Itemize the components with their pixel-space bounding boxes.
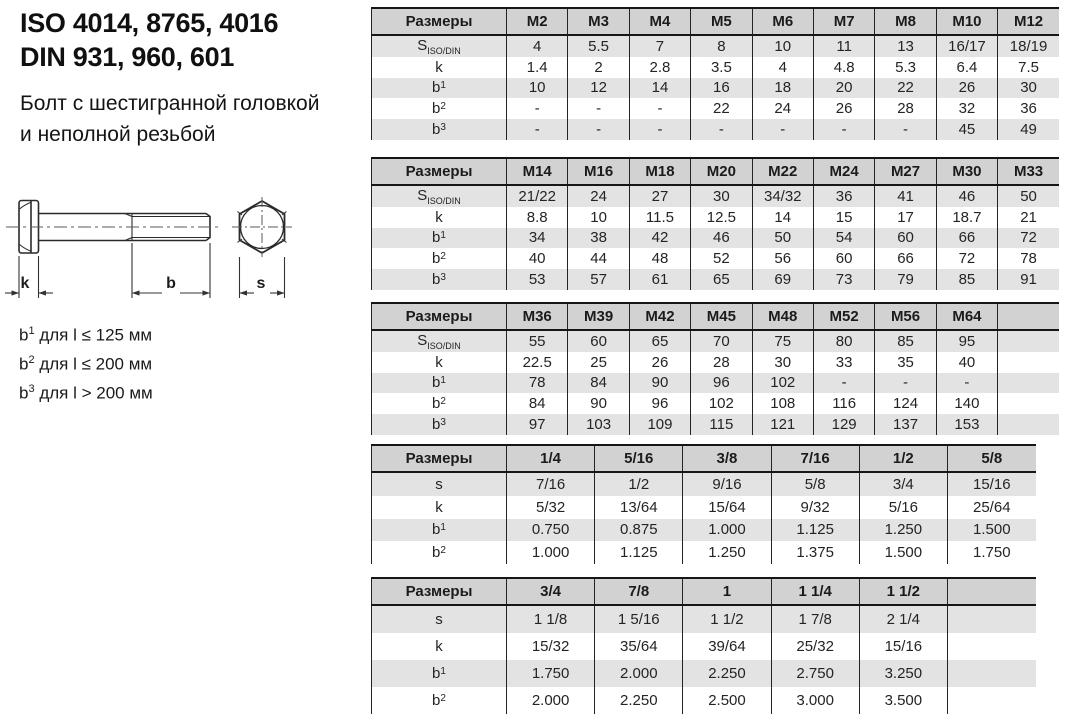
data-cell: 21 (998, 207, 1059, 228)
row-label: $b^1$ (372, 78, 507, 99)
data-cell: 124 (875, 393, 936, 414)
table-row (372, 269, 1060, 290)
size-column-header: M39 (568, 303, 629, 330)
row-label: $S_{ISO/DIN}$ (372, 185, 507, 207)
data-cell (947, 687, 1035, 714)
data-cell (947, 660, 1035, 687)
size-table-metric-m2-m12 (371, 7, 1059, 140)
data-cell: 79 (875, 269, 936, 290)
data-cell: - (629, 98, 690, 119)
data-cell: 14 (752, 207, 813, 228)
data-cell: 20 (813, 78, 874, 99)
data-cell: 7 (629, 35, 690, 57)
size-column-header: M18 (629, 158, 690, 185)
data-cell: - (691, 119, 752, 140)
data-cell: 46 (936, 185, 997, 207)
data-cell: 91 (998, 269, 1059, 290)
data-cell: 2.000 (595, 660, 683, 687)
data-cell: 4.8 (813, 57, 874, 78)
table-row (372, 541, 1036, 564)
data-cell: 85 (875, 330, 936, 352)
size-column-header: M56 (875, 303, 936, 330)
size-column-header: M5 (691, 8, 752, 35)
data-cell: 140 (936, 393, 997, 414)
row-label: $b^3$ (372, 269, 507, 290)
data-cell: 137 (875, 414, 936, 435)
table-row (372, 414, 1060, 435)
size-column-header: M6 (752, 8, 813, 35)
data-cell: 5/32 (507, 496, 595, 519)
data-cell: 1 1/8 (507, 605, 595, 633)
data-cell: 9/32 (771, 496, 859, 519)
data-cell: 54 (813, 228, 874, 249)
size-column-header: 7/16 (771, 445, 859, 472)
data-cell: 13 (875, 35, 936, 57)
data-cell: 50 (998, 185, 1059, 207)
data-cell: 153 (936, 414, 997, 435)
data-cell: 33 (813, 352, 874, 373)
size-column-header: 1 (683, 578, 771, 605)
size-column-header: M8 (875, 8, 936, 35)
data-cell: 4 (507, 35, 568, 57)
data-cell: 75 (752, 330, 813, 352)
data-cell: 66 (875, 248, 936, 269)
bolt-end-view (238, 201, 287, 253)
data-cell: 1.000 (683, 519, 771, 542)
data-cell: 129 (813, 414, 874, 435)
data-cell: 96 (691, 373, 752, 394)
size-column-header: M12 (998, 8, 1059, 35)
data-cell: 96 (629, 393, 690, 414)
data-cell: 8.8 (507, 207, 568, 228)
data-cell: 14 (629, 78, 690, 99)
row-label: $b^3$ (372, 119, 507, 140)
row-label: s (372, 605, 507, 633)
data-cell: - (875, 119, 936, 140)
data-cell: 2.000 (507, 687, 595, 714)
page-title-din: DIN 931, 960, 601 (20, 42, 235, 72)
data-cell: 9/16 (683, 472, 771, 496)
data-cell: 60 (875, 228, 936, 249)
size-table-metric-m14-m33 (371, 157, 1059, 290)
data-cell: 1.4 (507, 57, 568, 78)
row-label: $S_{ISO/DIN}$ (372, 35, 507, 57)
data-cell: 16/17 (936, 35, 997, 57)
data-cell: 25/32 (771, 633, 859, 660)
size-column-header: M30 (936, 158, 997, 185)
data-cell: 27 (629, 185, 690, 207)
data-cell: 15/16 (859, 633, 947, 660)
data-cell: 18.7 (936, 207, 997, 228)
size-column-header: 7/8 (595, 578, 683, 605)
dim-b-label: b (166, 275, 176, 292)
data-cell: 78 (507, 373, 568, 394)
data-cell: 2.250 (683, 660, 771, 687)
row-label: $b^2$ (372, 248, 507, 269)
data-cell (947, 633, 1035, 660)
table-row (372, 660, 1036, 687)
data-cell: 55 (507, 330, 568, 352)
table-header-label: Размеры (372, 303, 507, 330)
size-column-header: M64 (936, 303, 997, 330)
row-label: $b^2$ (372, 98, 507, 119)
data-cell: - (507, 98, 568, 119)
size-table-inch-quarter-to-58 (371, 444, 1036, 564)
data-cell: 7/16 (507, 472, 595, 496)
subtitle-line-1: Болт с шестигранной головкой (20, 92, 320, 115)
data-cell: 28 (691, 352, 752, 373)
data-cell: 5.3 (875, 57, 936, 78)
table-row (372, 248, 1060, 269)
size-column-header: 3/4 (507, 578, 595, 605)
table-row (372, 605, 1036, 633)
table-row (372, 330, 1060, 352)
size-column-header (998, 303, 1059, 330)
data-cell: 1 7/8 (771, 605, 859, 633)
data-cell: 18 (752, 78, 813, 99)
data-cell: 84 (568, 373, 629, 394)
data-cell: 70 (691, 330, 752, 352)
subtitle-block (20, 88, 319, 150)
row-label: k (372, 57, 507, 78)
data-cell: 11 (813, 35, 874, 57)
data-cell: 25/64 (947, 496, 1035, 519)
data-cell: 34/32 (752, 185, 813, 207)
data-cell: 18/19 (998, 35, 1059, 57)
size-column-header: M52 (813, 303, 874, 330)
row-label: k (372, 633, 507, 660)
data-cell: 1.500 (947, 519, 1035, 542)
data-cell: 6.4 (936, 57, 997, 78)
table-row (372, 228, 1060, 249)
data-cell: 1 5/16 (595, 605, 683, 633)
data-cell: 57 (568, 269, 629, 290)
data-cell: 49 (998, 119, 1059, 140)
thread-length-notes (19, 319, 153, 406)
table-row (372, 207, 1060, 228)
data-cell: 3.5 (691, 57, 752, 78)
row-label: $b^1$ (372, 660, 507, 687)
data-cell: 13/64 (595, 496, 683, 519)
row-label: $S_{ISO/DIN}$ (372, 330, 507, 352)
data-cell: 5/16 (859, 496, 947, 519)
data-cell: 41 (875, 185, 936, 207)
row-label: $b^2$ (372, 687, 507, 714)
size-table-inch-34-to-1half (371, 577, 1036, 714)
data-cell: 22.5 (507, 352, 568, 373)
data-cell: 1.000 (507, 541, 595, 564)
table-row (372, 519, 1036, 542)
data-cell: 15 (813, 207, 874, 228)
data-cell: 66 (936, 228, 997, 249)
data-cell: 85 (936, 269, 997, 290)
row-label: $b^1$ (372, 228, 507, 249)
data-cell: 24 (568, 185, 629, 207)
row-label: $b^1$ (372, 519, 507, 542)
data-cell: 30 (691, 185, 752, 207)
data-cell: 1.375 (771, 541, 859, 564)
subtitle-line-2: и неполной резьбой (20, 123, 216, 146)
size-column-header: M22 (752, 158, 813, 185)
row-label: k (372, 207, 507, 228)
data-cell: 44 (568, 248, 629, 269)
data-cell: 39/64 (683, 633, 771, 660)
size-column-header: M36 (507, 303, 568, 330)
table-row (372, 185, 1060, 207)
data-cell: 78 (998, 248, 1059, 269)
data-cell: 10 (752, 35, 813, 57)
size-column-header: M33 (998, 158, 1059, 185)
size-column-header: M4 (629, 8, 690, 35)
data-cell: 1.250 (683, 541, 771, 564)
data-cell: 116 (813, 393, 874, 414)
table-row (372, 78, 1060, 99)
data-cell: 15/32 (507, 633, 595, 660)
size-table-metric-m36-m64 (371, 302, 1059, 435)
table-row (372, 119, 1060, 140)
size-column-header: 1 1/2 (859, 578, 947, 605)
data-cell: - (629, 119, 690, 140)
data-cell: 34 (507, 228, 568, 249)
data-cell: 102 (752, 373, 813, 394)
data-cell: 115 (691, 414, 752, 435)
data-cell: 121 (752, 414, 813, 435)
size-column-header: M24 (813, 158, 874, 185)
data-cell: 72 (936, 248, 997, 269)
data-cell: 4 (752, 57, 813, 78)
data-cell: 61 (629, 269, 690, 290)
data-cell: - (568, 119, 629, 140)
data-cell: 52 (691, 248, 752, 269)
data-cell: 7.5 (998, 57, 1059, 78)
data-cell: 1.750 (507, 660, 595, 687)
data-cell: 12.5 (691, 207, 752, 228)
data-cell: 17 (875, 207, 936, 228)
data-cell: 5.5 (568, 35, 629, 57)
note-b3: $b^3$ для l > 200 мм (19, 383, 153, 403)
data-cell: 15/16 (947, 472, 1035, 496)
size-column-header: M3 (568, 8, 629, 35)
size-column-header: M2 (507, 8, 568, 35)
size-column-header: M16 (568, 158, 629, 185)
size-column-header: M20 (691, 158, 752, 185)
data-cell: 16 (691, 78, 752, 99)
data-cell (998, 373, 1059, 394)
table-row (372, 352, 1060, 373)
data-cell: - (875, 373, 936, 394)
data-cell: 36 (998, 98, 1059, 119)
data-cell (998, 330, 1059, 352)
table-row (372, 98, 1060, 119)
row-label: $b^2$ (372, 541, 507, 564)
data-cell: 1 1/2 (683, 605, 771, 633)
table-header-label: Размеры (372, 8, 507, 35)
table-header-label: Размеры (372, 445, 507, 472)
table-header-label: Размеры (372, 578, 507, 605)
data-cell (998, 393, 1059, 414)
data-cell: 40 (936, 352, 997, 373)
data-cell: 60 (568, 330, 629, 352)
note-b2: $b^2$ для l ≤ 200 мм (19, 354, 153, 374)
data-cell: 2.8 (629, 57, 690, 78)
table-row (372, 35, 1060, 57)
row-label: k (372, 352, 507, 373)
data-cell: 73 (813, 269, 874, 290)
data-cell: 22 (875, 78, 936, 99)
data-cell: 25 (568, 352, 629, 373)
data-cell: 0.875 (595, 519, 683, 542)
size-column-header: 1 1/4 (771, 578, 859, 605)
size-column-header: M7 (813, 8, 874, 35)
table-header-label: Размеры (372, 158, 507, 185)
data-cell (947, 605, 1035, 633)
size-column-header: M45 (691, 303, 752, 330)
data-cell: 3.500 (859, 687, 947, 714)
data-cell: 53 (507, 269, 568, 290)
data-cell: 65 (629, 330, 690, 352)
data-cell: 30 (998, 78, 1059, 99)
data-cell: 26 (813, 98, 874, 119)
row-label: $b^1$ (372, 373, 507, 394)
data-cell: 5/8 (771, 472, 859, 496)
data-cell: 1/2 (595, 472, 683, 496)
data-cell: 15/64 (683, 496, 771, 519)
table-row (372, 472, 1036, 496)
dim-s-label: s (256, 275, 266, 292)
page-title-iso: ISO 4014, 8765, 4016 (20, 8, 279, 38)
title-block (20, 6, 278, 74)
size-column-header: 5/16 (595, 445, 683, 472)
bolt-technical-drawing (0, 185, 340, 315)
data-cell (998, 414, 1059, 435)
data-cell: 48 (629, 248, 690, 269)
data-cell: 2 (568, 57, 629, 78)
data-cell: 36 (813, 185, 874, 207)
data-cell: 1.125 (595, 541, 683, 564)
data-cell: 10 (568, 207, 629, 228)
note-b1: $b^1$ для l ≤ 125 мм (19, 325, 153, 345)
data-cell: 22 (691, 98, 752, 119)
data-cell: 32 (936, 98, 997, 119)
table-row (372, 687, 1036, 714)
data-cell: - (813, 119, 874, 140)
dim-k-label: k (20, 275, 30, 292)
data-cell: 21/22 (507, 185, 568, 207)
size-column-header: 3/8 (683, 445, 771, 472)
data-cell: 95 (936, 330, 997, 352)
data-cell: 50 (752, 228, 813, 249)
data-cell: 11.5 (629, 207, 690, 228)
table-row (372, 496, 1036, 519)
row-label: $b^2$ (372, 393, 507, 414)
table-row (372, 633, 1036, 660)
data-cell: 26 (936, 78, 997, 99)
data-cell: 28 (875, 98, 936, 119)
data-cell: 97 (507, 414, 568, 435)
data-cell: 2.750 (771, 660, 859, 687)
size-column-header: 5/8 (947, 445, 1035, 472)
data-cell: 35/64 (595, 633, 683, 660)
data-cell: 2 1/4 (859, 605, 947, 633)
size-column-header: M48 (752, 303, 813, 330)
data-cell: 40 (507, 248, 568, 269)
data-cell: - (752, 119, 813, 140)
data-cell: 84 (507, 393, 568, 414)
data-cell: 45 (936, 119, 997, 140)
data-cell: 38 (568, 228, 629, 249)
data-cell: 102 (691, 393, 752, 414)
data-cell: 65 (691, 269, 752, 290)
data-cell: 103 (568, 414, 629, 435)
data-cell: 1.750 (947, 541, 1035, 564)
data-cell: 109 (629, 414, 690, 435)
data-cell: 1.125 (771, 519, 859, 542)
data-cell (998, 352, 1059, 373)
size-column-header: M10 (936, 8, 997, 35)
data-cell: - (936, 373, 997, 394)
data-cell: 3.000 (771, 687, 859, 714)
data-cell: 108 (752, 393, 813, 414)
size-column-header: 1/4 (507, 445, 595, 472)
size-column-header: M27 (875, 158, 936, 185)
row-label: s (372, 472, 507, 496)
data-cell: 69 (752, 269, 813, 290)
data-cell: 90 (629, 373, 690, 394)
data-cell: 35 (875, 352, 936, 373)
row-label: k (372, 496, 507, 519)
size-column-header (947, 578, 1035, 605)
data-cell: 3.250 (859, 660, 947, 687)
size-column-header: M42 (629, 303, 690, 330)
data-cell: 24 (752, 98, 813, 119)
data-cell: 10 (507, 78, 568, 99)
data-cell: - (568, 98, 629, 119)
size-column-header: M14 (507, 158, 568, 185)
data-cell: 56 (752, 248, 813, 269)
data-cell: 2.500 (683, 687, 771, 714)
table-row (372, 373, 1060, 394)
data-cell: 12 (568, 78, 629, 99)
size-column-header: 1/2 (859, 445, 947, 472)
data-cell: 8 (691, 35, 752, 57)
data-cell: 0.750 (507, 519, 595, 542)
data-cell: 30 (752, 352, 813, 373)
row-label: $b^3$ (372, 414, 507, 435)
data-cell: 90 (568, 393, 629, 414)
data-cell: 1.250 (859, 519, 947, 542)
data-cell: - (507, 119, 568, 140)
data-cell: 2.250 (595, 687, 683, 714)
data-cell: 26 (629, 352, 690, 373)
data-cell: 72 (998, 228, 1059, 249)
data-cell: 60 (813, 248, 874, 269)
data-cell: 46 (691, 228, 752, 249)
data-cell: 80 (813, 330, 874, 352)
data-cell: 3/4 (859, 472, 947, 496)
table-row (372, 57, 1060, 78)
data-cell: - (813, 373, 874, 394)
data-cell: 42 (629, 228, 690, 249)
table-row (372, 393, 1060, 414)
data-cell: 1.500 (859, 541, 947, 564)
